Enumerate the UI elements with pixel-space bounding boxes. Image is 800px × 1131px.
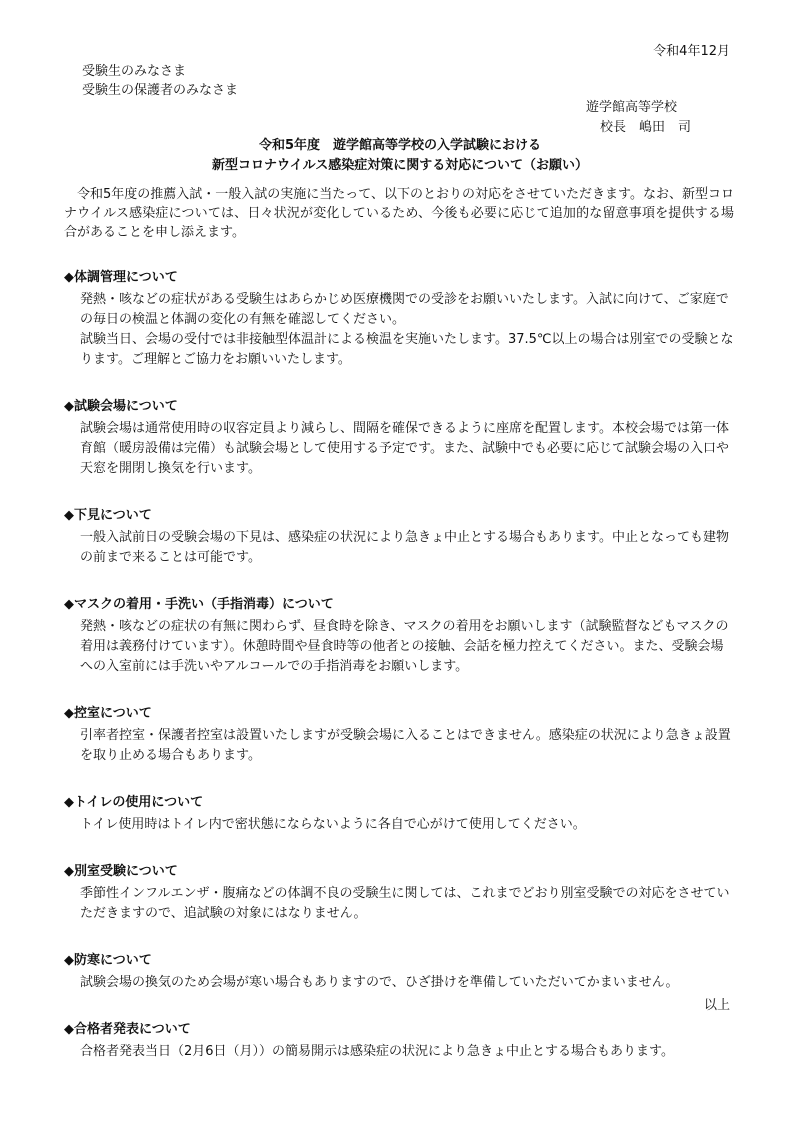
section-body (64, 528, 734, 568)
title-line-1: 令和5年度 遊学館高等学校の入学試験における (258, 138, 542, 153)
section-body (64, 815, 734, 835)
section-body (64, 1042, 734, 1062)
title-line-2: 新型コロナウイルス感染症対策に関する対応について（お願い） (212, 158, 588, 173)
closing-mark: 以上 (703, 998, 730, 1013)
section-body (64, 884, 734, 924)
recipient-line: 受験生のみなさま (82, 64, 187, 79)
section-heading: ◆防寒について (64, 953, 152, 968)
recipient-line: 受験生の保護者のみなさま (82, 83, 239, 98)
section-heading: ◆体調管理について (64, 270, 178, 285)
section-heading: ◆マスクの着用・手洗い（手指消毒）について (64, 597, 334, 612)
sections-list (64, 268, 734, 1089)
section-paragraph: 一般入試前日の受験会場の下見は、感染症の状況により急きょ中止とする場合もあります。中止となっても建物の前まで来ることは可能です。 (80, 530, 729, 565)
section (64, 1020, 734, 1062)
section (64, 397, 734, 479)
section-heading: ◆試験会場について (64, 399, 178, 414)
recipients-block (82, 62, 238, 100)
section-heading: ◆別室受験について (64, 864, 178, 879)
section (64, 506, 734, 568)
section-body (64, 973, 734, 993)
section-paragraph: 引率者控室・保護者控室は設置いたしますが受験会場に入ることはできません。感染症の状況により急きょ設置を取り止める場合もあります。 (80, 728, 731, 763)
section-paragraph: 試験会場は通常使用時の収容定員より減らし、間隔を確保できるように座席を配置します。本校会場では第一体育館（暖房設備は完備）も試験会場として使用する予定です。また、試験中でも必要に応じて試験会場の入口や天窓を開閉し換気を行います。 (80, 421, 729, 476)
section-body (64, 290, 734, 370)
document-title (0, 136, 800, 176)
section (64, 951, 734, 993)
section-paragraph: 発熱・咳などの症状がある受験生はあらかじめ医療機関での受診をお願いいたします。入試に向けて、ご家庭での毎日の検温と体調の変化の有無を確認してください。 (80, 292, 729, 327)
section (64, 268, 734, 370)
section-heading: ◆合格者発表について (64, 1022, 191, 1037)
section (64, 793, 734, 835)
sender-block (586, 98, 691, 138)
intro-paragraph: 令和5年度の推薦入試・一般入試の実施に当たって、以下のとおりの対応をさせていただきます。なお、新型コロナウイルス感染症については、日々状況が変化しているため、今後も必要に応じて追加的な留意事項を提供する場合があることを申し添えます。 (64, 187, 734, 240)
section-heading: ◆トイレの使用について (64, 795, 204, 810)
section-body (64, 419, 734, 479)
section-paragraph: 季節性インフルエンザ・腹痛などの体調不良の受験生に関しては、これまでどおり別室受験での対応をさせていただきますので、追試験の対象にはなりません。 (80, 886, 730, 921)
section-body (64, 617, 734, 677)
section-body (64, 726, 734, 766)
section (64, 862, 734, 924)
sender-school: 遊学館高等学校 (586, 100, 678, 115)
section-heading: ◆下見について (64, 508, 152, 523)
section-heading: ◆控室について (64, 706, 152, 721)
section-paragraph: 発熱・咳などの症状の有無に関わらず、昼食時を除き、マスクの着用をお願いします（試験監督などもマスクの着用は義務付けています）。休憩時間や昼食時等の他者との接触、会話を極力控えてください。また、受験会場への入室前には手洗いやアルコールでの手指消毒をお願いします。 (80, 619, 729, 674)
section-paragraph: 試験会場の換気のため会場が寒い場合もありますので、ひざ掛けを準備していただいてかまいません。 (80, 975, 679, 990)
section (64, 704, 734, 766)
section-paragraph: 試験当日、会場の受付では非接触型体温計による検温を実施いたします。37.5℃以上の場合は別室での受験となります。ご理解とご協力をお願いいたします。 (80, 332, 734, 367)
section (64, 595, 734, 677)
issue-date: 令和4年12月 (653, 44, 730, 59)
section-paragraph: トイレ使用時はトイレ内で密状態にならないように各自で心がけて使用してください。 (80, 817, 586, 832)
section-paragraph: 合格者発表当日（2月6日（月））の簡易開示は感染症の状況により急きょ中止とする場合もあります。 (80, 1044, 675, 1059)
sender-principal: 校長 嶋田 司 (600, 120, 692, 135)
